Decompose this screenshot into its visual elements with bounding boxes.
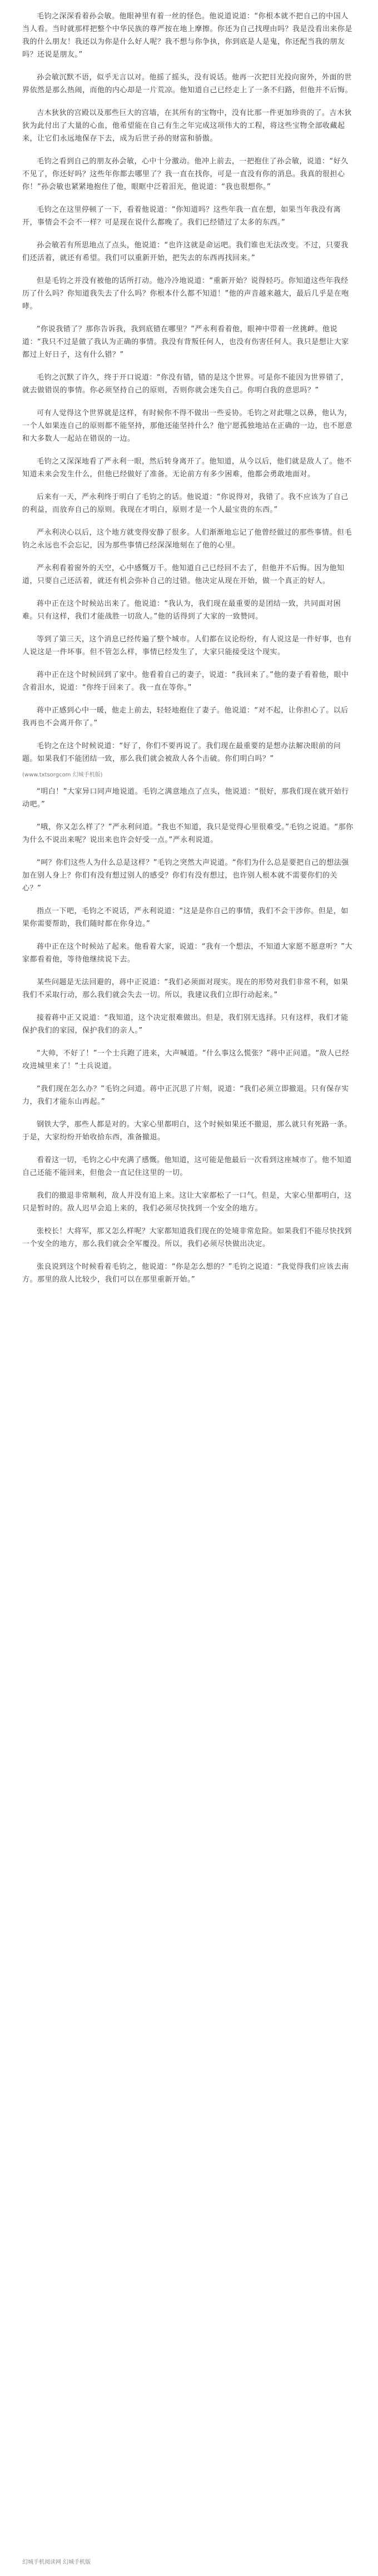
paragraph: 某些问题是无法回避的，蒋中正说道：“我们必须面对现实。现在的形势对我们非常不利，如果我们不采取行动，那么我们就会失去一切。所以，我建议我们立即行动起来。” — [22, 978, 349, 999]
article-body — [22, 10, 356, 1286]
paragraph: 蒋中正感到心中一暖，他走上前去，轻轻地抱住了妻子。他说道：“对不起，让你担心了。以后我再也不会离开你了。” — [22, 706, 349, 728]
paragraph: “我们现在怎么办？”毛钧之问道。蒋中正沉思了片刻，说道：“我们必须立即撤退。只有保存实力，我们才能东山再起。” — [22, 1085, 349, 1106]
paragraph: 张校长！大将军，那又怎么样呢？大家都知道我们现在的处境非常危险。如果我们不能尽快找到一个安全的地方，那么我们就会全军覆没。所以，我们必须尽快做出决定。 — [22, 1227, 352, 1248]
paragraph: “大帅，不好了！”一个士兵跑了进来，大声喊道。“什么事这么慌张？”蒋中正问道。“敌人已经攻进城里来了！”士兵说道。 — [22, 1049, 350, 1070]
footer-watermark: 幻城手机阅读网 幻城手机版 — [22, 2559, 91, 2565]
paragraph: 接着蒋中正又说道：“我知道，这个决定很难做出。但是，我们别无选择。只有这样，我们才能保护我们的家园，保护我们的亲人。” — [22, 1014, 349, 1035]
paragraph: 可有人觉得这个世界就是这样，有时候你不得不做出一些妥协。毛钧之对此嗤之以鼻，他认为，一个人如果连自己的原则都不能坚持，那他还能坚持什么？他宁愿孤独地站在正确的一边，也不愿意和大多数人一起站在错误的一边。 — [22, 409, 353, 443]
paragraph: 蒋中正在这个时候回到了家中。他看着自己的妻子，说道：“我回来了。”他的妻子看着他，眼中含着泪水，说道：“你终于回来了。我一直在等你。” — [22, 671, 349, 692]
paragraph: 指点一下吧，毛钧之不说话，严永利说道：“这是是你自己的事情，我们不会干涉你。但是，如果你需要帮助，我们随时都在你身边。” — [22, 907, 349, 928]
inline-watermark: (www.txtsorgcom 幻城手机版) — [22, 772, 103, 778]
paragraph: 蒋中正在这个时候站了起来。他看着大家，说道：“我有一个想法，不知道大家愿不愿意听？”大家都看着他，等待他继续说下去。 — [22, 943, 352, 964]
paragraph: 毛钧之在这个时候说道：“好了，你们不要再说了。我们现在最重要的是想办法解决眼前的问题。如果我们不能团结一致，那么我们就会被敌人各个击破。你们明白吗？” — [22, 742, 341, 763]
paragraph: 但是毛钧之并没有被他的话所打动。他冷冷地说道：“重新开始？说得轻巧。你知道这些年我经历了什么吗？你知道我失去了什么吗？你根本什么都不知道！”他的声音越来越大，最后几乎是在咆哮。 — [22, 277, 349, 311]
paragraph: 看着这一切，毛钧之心中充满了感慨。他知道，这可能是他最后一次看到这座城市了。他不知道自己还能不能回来，但他会一直记住这里的一切。 — [22, 1156, 352, 1177]
paragraph: 孙会敏若有所思地点了点头，他说道：“也许这就是命运吧。我们谁也无法改变。不过，只要我们还活着，就还有希望。我们可以重新开始，把失去的东西再找回来。” — [22, 241, 349, 262]
paragraph: 毛钧之在这里停顿了一下，看着他说道：“你知道吗？这些年我一直在想，如果当年我没有离开，事情会不会不一样？可是现在说什么都晚了。我们已经错过了太多的东西。” — [22, 206, 341, 227]
paragraph: 我们的撤退非常顺利，敌人并没有追上来。这让大家都松了一口气。但是，大家心里都明白，这只是暂时的。敌人迟早会追上来的，我们必须尽快找到一个安全的地方。 — [22, 1192, 352, 1213]
paragraph: 严永利看着窗外的天空，心中感慨万千。他知道自己已经回不去了，但他并不后悔。因为他知道，只要自己还活着，就还有机会弥补自己的过错。他决定从现在开始，做一个真正的好人。 — [22, 564, 345, 585]
paragraph: 毛钧之深深看着孙会敏。他眼神里有着一丝的怪色。他说道说道：“你根本就不把自己的中国人当人看。当时就那样把整个中华民族的尊严按在地上摩擦。你还为自己找理由吗？我是没看出来你是我的什么朋友！我还以为你是什么好人呢？我不想与你争执，你到底是人是鬼，你还配当我的朋友吗？还说是朋友。” — [22, 12, 353, 59]
paragraph: 毛钧之看到自己的朋友孙会敏，心中十分激动。他冲上前去，一把抱住了孙会敏，说道：“好久不见了，你还好吗？这些年你都去哪里了？我一直在找你，可是一直没有你的消息。我真的很担心你！”孙会敏也紧紧地抱住了他，眼眶中泛着泪光，他说道：“我也很想你。” — [22, 157, 349, 191]
paragraph: 毛钧之沉默了许久，终于开口说道：“你没有错，错的是这个世界。可是你不能因为世界错了，就去做错误的事情。你必须坚持自己的原则，否则你就会迷失自己。你明白我的意思吗？” — [22, 373, 349, 395]
paragraph: 毛钧之又深深地看了严永利一眼，然后转身离开了。他知道，从今以后，他们就是敌人了。他不知道未来会发生什么，但他已经做好了准备。无论前方有多少困难，他都会勇敢地面对。 — [22, 457, 352, 479]
paragraph: “你说我错了？那你告诉我，我到底错在哪里？”严永利看着他，眼神中带着一丝挑衅。他说道：“我只不过是做了我认为正确的事情。我没有背叛任何人，也没有伤害任何人。我只是想让大家都过上好日子，这有什么错？” — [22, 325, 349, 359]
paragraph: 张良说到这个时候看着毛钧之，他说道：“你是怎么想的？”毛钧之说道：“我觉得我们应该去南方。那里的敌人比较少，我们可以在那里重新开始。” — [22, 1263, 349, 1284]
paragraph: 孙会敏沉默不语，似乎无言以对。他摇了摇头，没有说话。他再一次把目光投向窗外，外面的世界依然是那么热闹，而他的内心却是一片荒凉。他知道自己已经走上了一条不归路，但他并不后悔。 — [22, 73, 353, 94]
paragraph: 钢铁大学，那些人都是对的。大家心里都明白，这个时候如果还不撤退，那么就只有死路一条。于是，大家纷纷开始收拾东西，准备撤退。 — [22, 1120, 352, 1142]
paragraph: 吉木狄狄的宫殿以及那些巨大的宫墙，在其所有的宝物中，没有比那一件更加珍贵的了。吉木狄狄为此付出了大量的心血，他希望能在自己有生之年完成这项伟大的工程，将这些宝物全部收藏起来，让它们永远地保存下去，成为后世子孙的财富和骄傲。 — [22, 109, 352, 143]
paragraph: “明白！”大家异口同声地说道。毛钧之满意地点了点头，他说道：“很好，那我们现在就开始行动吧。” — [22, 788, 349, 809]
paragraph: 等到了第三天，这个消息已经传遍了整个城市。人们都在议论纷纷，有人说这是一件好事，也有人说这是一件坏事。但不管怎么样，事情已经发生了，大家只能接受这个现实。 — [22, 635, 352, 656]
paragraph: 后来有一天，严永利终于明白了毛钧之的话。他说道：“你说得对，我错了。我不应该为了自己的利益，而放弃自己的原则。我现在才明白，原则才是一个人最宝贵的东西。” — [22, 493, 349, 514]
paragraph: 蒋中正在这个时候站出来了。他说道：“我认为，我们现在最重要的是团结一致，共同面对困难。只有这样，我们才能战胜一切敌人。”他的话得到了大家的一致赞同。 — [22, 600, 341, 621]
paragraph: 严永利决心以后，这个地方就变得安静了很多。人们渐渐地忘记了他曾经做过的那些事情。但毛钧之永远也不会忘记，因为那些事情已经深深地刻在了他的心里。 — [22, 529, 352, 550]
paragraph: “哦，你又怎么样了？”严永利问道。“我也不知道，我只是觉得心里很难受。”毛钧之说道。“那你为什么不说出来呢？说出来也许会好受一点。”严永利说道。 — [22, 823, 354, 844]
paragraph: “呵？你们这些人为什么总是这样？”毛钧之突然大声说道。“你们为什么总是要把自己的想法强加在别人身上？你们有没有想过别人的感受？你们有没有想过，也许别人根本就不需要你们的关心？” — [22, 859, 349, 893]
